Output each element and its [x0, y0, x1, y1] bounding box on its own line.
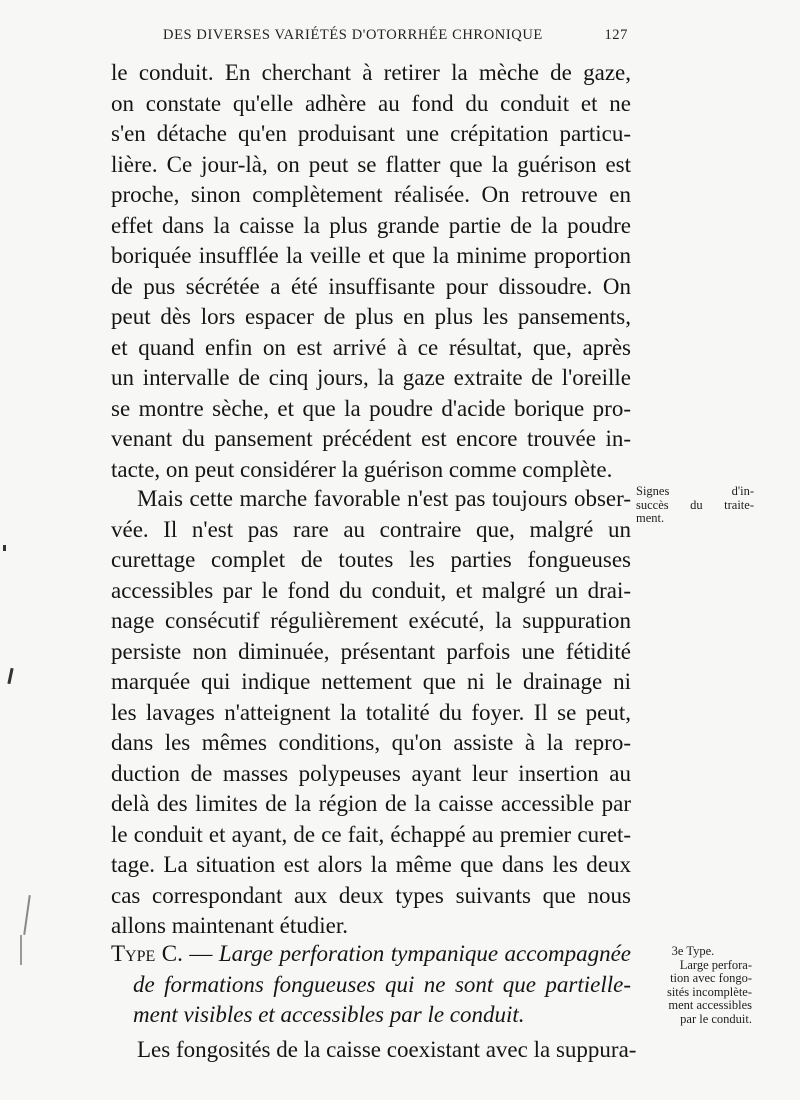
margin-note-line: Large perfora- — [679, 957, 752, 972]
text-line: proche, sinon complètement réalisée. On retrouve en — [111, 182, 631, 207]
page-edge-shadow — [20, 935, 22, 965]
paragraph-3 — [111, 1035, 637, 1066]
text-line: le conduit et ayant, de ce fait, échappé au premier curet- — [111, 821, 631, 847]
text-line: vée. Il n'est pas rare au contraire que, malgré un — [111, 516, 631, 542]
ink-mark — [3, 545, 6, 551]
type-c-label: Type C. — [111, 941, 183, 966]
text-line: dans les mêmes conditions, qu'on assiste à la repro- — [111, 730, 631, 755]
text-line: Les fongosités de la caisse coexistant avec la suppura- — [137, 1037, 637, 1062]
text-line: duction de masses polypeuses ayant leur insertion au — [111, 760, 631, 786]
page-edge-shadow — [23, 895, 31, 935]
text-line: curettage complet de toutes les parties fongueuses — [111, 547, 631, 572]
margin-note-line: sités incomplète- — [666, 984, 752, 999]
text-line: un intervalle de cinq jours, la gaze extraite de l'oreille — [111, 365, 631, 390]
text-line: venant du pansement précédent est encore trouvée in- — [111, 426, 631, 451]
text-line: Mais cette marche favorable n'est pas toujours obser- — [137, 486, 631, 511]
text-line: et quand enfin on est arrivé à ce résultat, que, après — [111, 334, 631, 360]
ink-mark — [7, 668, 13, 684]
text-line: allons maintenant étudier. — [111, 913, 348, 938]
page-number: 127 — [604, 27, 628, 43]
text-line: de pus sécrétée a été insuffisante pour dissoudre. On — [111, 273, 631, 299]
text-line: lière. Ce jour-là, on peut se flatter que la guérison est — [111, 151, 631, 177]
text-line: boriquée insufflée la veille et que la minime proportion — [111, 243, 631, 268]
margin-note-line: ment. — [636, 511, 665, 525]
type-c-title-line1: Large perforation tympanique accompagnée — [218, 941, 631, 966]
text-line: on constate qu'elle adhère au fond du conduit et ne — [111, 90, 631, 116]
text-line: se montre sèche, et que la poudre d'acide borique pro- — [111, 395, 631, 421]
text-line: tage. La situation est alors la même que dans les deux — [111, 852, 631, 877]
margin-note-line: tion avec fongo- — [670, 971, 752, 985]
margin-note-line: succès du traite- — [636, 497, 754, 512]
type-c-title-line2: de formations fongueuses qui ne sont que partielle- — [133, 971, 631, 997]
text-line: le conduit. En cherchant à retirer la mèche de gaze, — [111, 60, 631, 85]
margin-note-signes — [636, 485, 754, 526]
text-line: marquée qui indique nettement que ni le drainage ni — [111, 669, 631, 694]
text-line: delà des limites de la région de la caisse accessible par — [111, 791, 631, 816]
paragraph-1 — [111, 58, 631, 485]
text-line: peut dès lors espacer de plus en plus les pansements, — [111, 304, 631, 329]
text-line: cas correspondant aux deux types suivants que nous — [111, 882, 631, 908]
running-head-title: DES DIVERSES VARIÉTÉS D'OTORRHÉE CHRONIQUE — [163, 27, 543, 43]
text-line: s'en détache qu'en produisant une crépitation particu- — [111, 121, 631, 146]
margin-note-line: Signes d'in- — [636, 484, 754, 498]
text-line: effet dans la caisse la plus grande partie de la poudre — [111, 212, 631, 238]
text-line: persiste non diminuée, présentant parfois une fétidité — [111, 638, 631, 664]
type-c-dash: — — [182, 941, 219, 966]
text-line — [111, 939, 631, 970]
margin-note-line: ment accessibles — [668, 998, 752, 1012]
paragraph-2 — [111, 484, 631, 942]
type-c-heading — [111, 939, 631, 1031]
text-line: tacte, on peut considérer la guérison comme complète. — [111, 456, 613, 482]
text-line: les lavages n'atteignent la totalité du foyer. Il se peut, — [111, 699, 631, 725]
type-c-title-line3: ment visibles et accessibles par le conduit. — [133, 1002, 525, 1027]
margin-note-line: par le conduit. — [680, 1011, 752, 1026]
text-line: accessibles par le fond du conduit, et malgré un drai- — [111, 577, 631, 603]
margin-note-type-3 — [634, 945, 752, 1026]
text-line: nage consécutif régulièrement exécuté, la suppuration — [111, 608, 631, 633]
margin-note-line: 3e Type. — [671, 944, 715, 958]
